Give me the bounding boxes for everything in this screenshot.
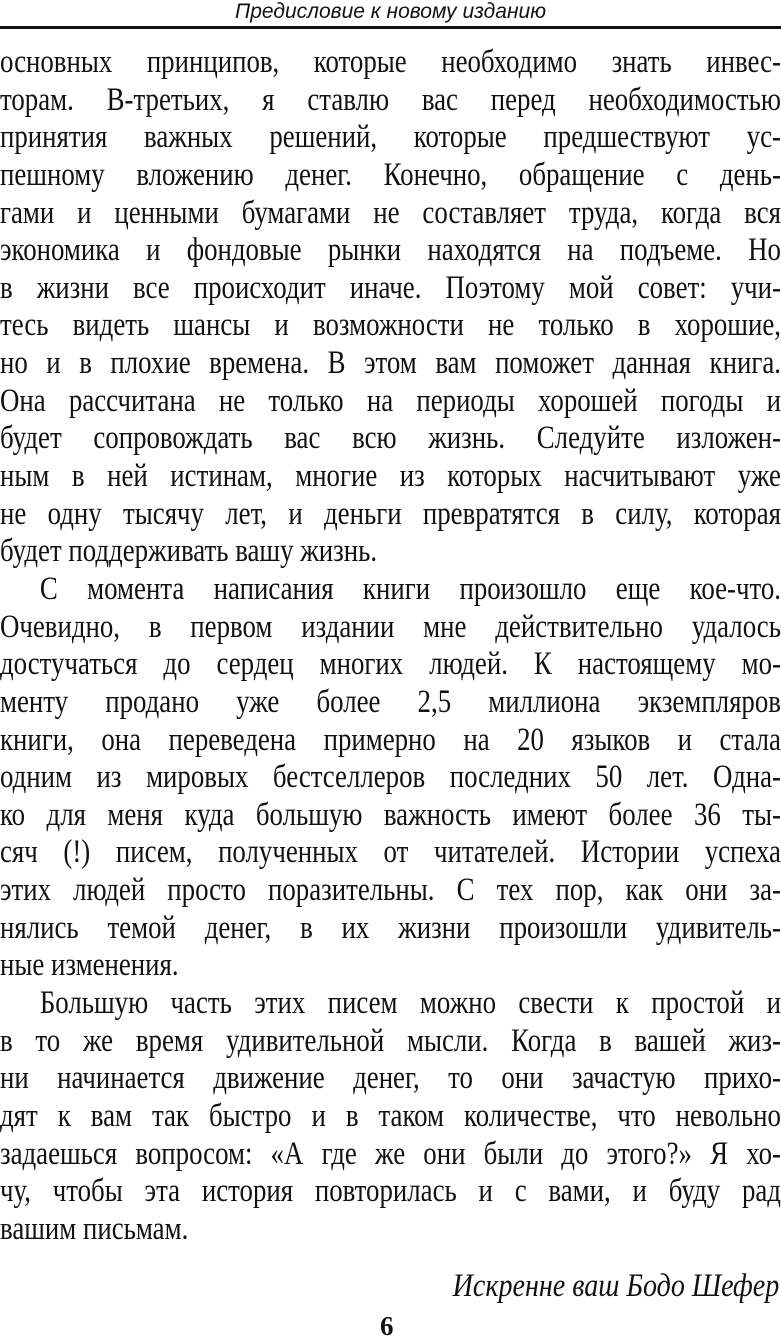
- text-line: ни начинается движение денег, то они зачастую прихо-: [0, 1060, 781, 1097]
- text-line: ные изменения.: [0, 947, 179, 984]
- text-line: пешному вложению денег. Конечно, обращение с день-: [0, 156, 781, 193]
- text-line: этих людей просто поразительны. С тех пор, как они за-: [0, 872, 781, 909]
- signature: Искренне ваш Бодо Шефер: [452, 1268, 779, 1304]
- text-line: задаешься вопросом: «А где же они были до этого?» Я хо-: [0, 1135, 781, 1172]
- text-line: книги, она переведена примерно на 20 языков и стала: [0, 721, 781, 758]
- text-line: нялись темой денег, в их жизни произошли удивитель-: [0, 909, 781, 946]
- paragraph-2: [0, 571, 781, 985]
- text-line: будет поддерживать вашу жизнь.: [0, 533, 378, 570]
- text-line: в то же время удивительной мысли. Когда в вашей жиз-: [0, 1022, 781, 1059]
- text-line: ным в ней истинам, многие из которых насчитывают уже: [0, 458, 781, 495]
- text-line: менту продано уже более 2,5 миллиона экземпляров: [0, 683, 781, 720]
- paragraph-1: [0, 44, 781, 571]
- text-line: Большую часть этих писем можно свести к простой и: [39, 985, 781, 1022]
- paragraph-3: [0, 985, 781, 1248]
- text-line: дят к вам так быстро и в таком количестве, что невольно: [0, 1097, 781, 1134]
- text-line: чу, чтобы эта история повторилась и с вами, и буду рад: [0, 1173, 781, 1210]
- text-line: в жизни все происходит иначе. Поэтому мой совет: учи-: [0, 269, 781, 306]
- text-line: ко для меня куда большую важность имеют более 36 ты-: [0, 796, 781, 833]
- text-line: тесь видеть шансы и возможности не только в хорошие,: [0, 307, 781, 344]
- text-line: торам. В-третьих, я ставлю вас перед необходимостью: [0, 81, 781, 118]
- header-rule: [0, 26, 781, 29]
- text-line: Очевидно, в первом издании мне действительно удалось: [0, 608, 781, 645]
- text-line: одним из мировых бестселлеров последних 50 лет. Одна-: [0, 759, 781, 796]
- text-line: Она рассчитана не только на периоды хорошей погоды и: [0, 382, 781, 419]
- text-line: С момента написания книги произошло еще кое-что.: [39, 570, 781, 607]
- text-line: гами и ценными бумагами не составляет труда, когда вся: [0, 194, 781, 231]
- text-line: но и в плохие времена. В этом вам поможет данная книга.: [0, 345, 781, 382]
- text-line: экономика и фондовые рынки находятся на подъеме. Но: [0, 232, 781, 269]
- text-line: сяч (!) писем, полученных от читателей. Истории успеха: [0, 834, 781, 871]
- text-line: принятия важных решений, которые предшествуют ус-: [0, 119, 781, 156]
- running-head-title: Предисловие к новому изданию: [235, 0, 546, 23]
- page-number: 6: [380, 1311, 394, 1341]
- text-line: основных принципов, которые необходимо знать инвес-: [0, 44, 781, 80]
- text-line: достучаться до сердец многих людей. К настоящему мо-: [0, 646, 781, 683]
- text-line: вашим письмам.: [0, 1210, 189, 1247]
- body-text: [0, 44, 781, 1249]
- text-line: будет сопровождать вас всю жизнь. Следуйте изложен-: [0, 420, 781, 457]
- text-line: не одну тысячу лет, и деньги превратятся в силу, которая: [0, 495, 781, 532]
